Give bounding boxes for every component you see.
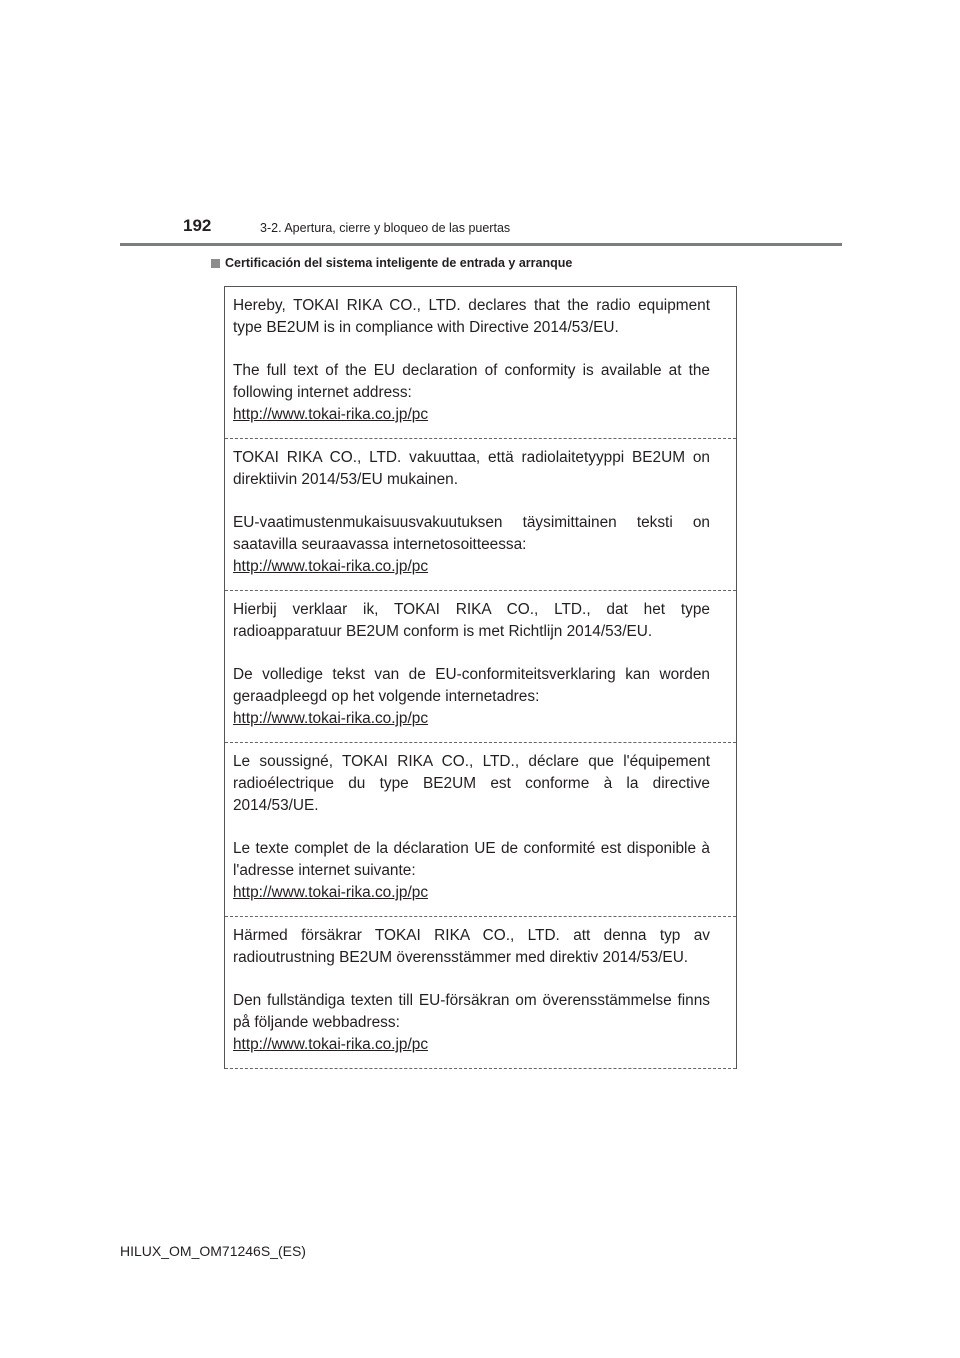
header-divider [120,243,842,246]
section-title: 3-2. Apertura, cierre y bloqueo de las puertas [260,221,511,235]
declaration-url-link[interactable]: http://www.tokai-rika.co.jp/pc [233,558,429,575]
certification-block-english [225,287,736,439]
declaration-url-link[interactable]: http://www.tokai-rika.co.jp/pc [233,710,429,727]
declaration-statement: Le soussigné, TOKAI RIKA CO., LTD., déclare que l'équipement radioélectrique du type BE2UM est conforme à la directive 2014/53/UE. [233,753,710,814]
declaration-availability: Den fullständiga texten till EU-försäkran om överensstämmelse finns på följande webbadress: [233,992,710,1031]
page-number: 192 [183,216,212,235]
certification-block-french [225,743,736,917]
declaration-statement: Härmed försäkrar TOKAI RIKA CO., LTD. att denna typ av radioutrustning BE2UM överensstämmer med direktiv 2014/53/EU. [233,927,710,966]
square-bullet-icon [211,259,220,268]
subsection-heading [211,256,572,270]
declaration-statement: TOKAI RIKA CO., LTD. vakuuttaa, että radiolaitetyyppi BE2UM on direktiivin 2014/53/EU mukainen. [233,449,710,488]
certification-block-dutch [225,591,736,743]
certification-box [224,286,737,1069]
declaration-availability: The full text of the EU declaration of conformity is available at the following internet address: [233,362,710,401]
certification-block-finnish [225,439,736,591]
declaration-url-link[interactable]: http://www.tokai-rika.co.jp/pc [233,884,429,901]
certification-block-swedish [225,917,736,1069]
document-code: HILUX_OM_OM71246S_(ES) [120,1243,306,1259]
declaration-statement: Hierbij verklaar ik, TOKAI RIKA CO., LTD., dat het type radioapparatuur BE2UM conform is met Richtlijn 2014/53/EU. [233,601,710,640]
declaration-statement: Hereby, TOKAI RIKA CO., LTD. declares that the radio equipment type BE2UM is in compliance with Directive 2014/53/EU. [233,297,710,336]
declaration-availability: De volledige tekst van de EU-conformiteitsverklaring kan worden geraadpleegd op het volgende internetadres: [233,666,710,705]
page-header [0,0,960,250]
declaration-url-link[interactable]: http://www.tokai-rika.co.jp/pc [233,406,429,423]
declaration-url-link[interactable]: http://www.tokai-rika.co.jp/pc [233,1036,429,1053]
declaration-availability: Le texte complet de la déclaration UE de conformité est disponible à l'adresse internet suivante: [233,840,710,879]
declaration-availability: EU-vaatimustenmukaisuusvakuutuksen täysimittainen teksti on saatavilla seuraavassa internetosoitteessa: [233,514,710,553]
subsection-title: Certificación del sistema inteligente de entrada y arranque [225,256,573,270]
